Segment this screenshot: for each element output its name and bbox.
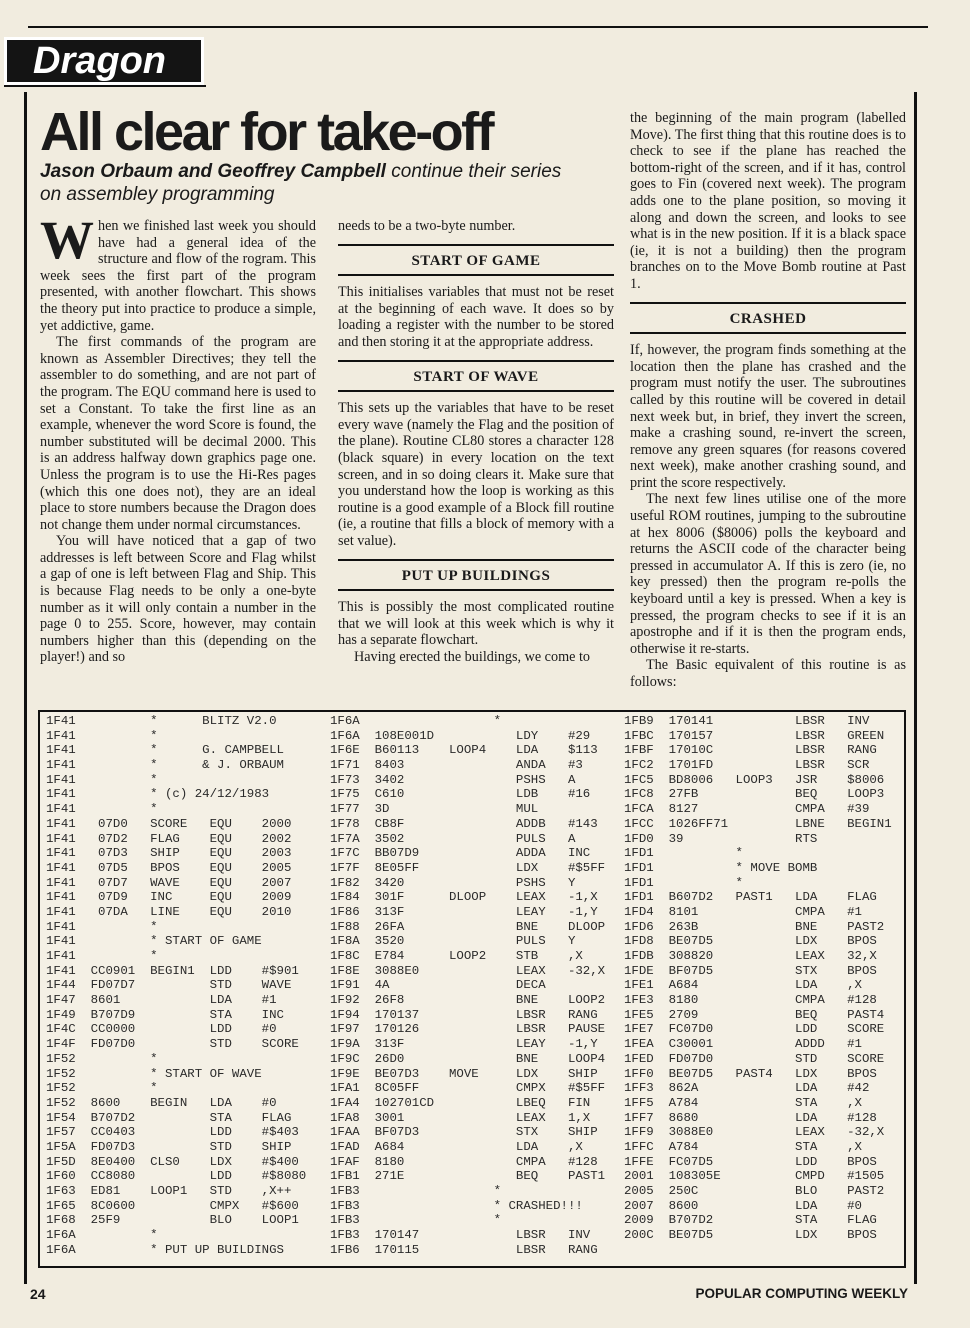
article-column-1 (40, 210, 316, 704)
subhead-start-of-game: START OF GAME (338, 244, 614, 277)
listing-line: 1F6A * PUT UP BUILDINGS (46, 1242, 284, 1257)
listing-line: 1F4F FD07D0 STD SCORE (46, 1037, 299, 1052)
page-number: 24 (30, 1286, 46, 1302)
listing-line: 1F88 26FA BNE DLOOP (330, 919, 606, 934)
standfirst-text: continue their series on assembley programming (40, 161, 562, 205)
listing-line: 1FD1 * (624, 846, 743, 861)
article-column-3 (630, 110, 906, 704)
listing-line: 1F65 8C0600 CMPX #$600 (46, 1198, 299, 1213)
assembly-listing (38, 710, 906, 1268)
listing-line: 1FA1 8C05FF CMPX #$5FF (330, 1081, 606, 1096)
col1-paragraph-3: You will have noticed that a gap of two addresses is left between Score and Flag whilst a gap of one is left between Flag and Ship. This is because Flag needs to be only a one-byte number as it will only contain a number in the page 0 to 255. Score, however, may contain numbers higher than this (depending on the player!) and so (40, 533, 316, 666)
listing-line: 1F6A * (46, 1228, 158, 1243)
listing-line: 1FB1 271E BEQ PAST1 (330, 1169, 606, 1184)
listing-line: 200C BE07D5 LDX BPOS (624, 1228, 877, 1243)
listing-line: 2001 108305E CMPD #1505 (624, 1169, 885, 1184)
listing-line: 1FCC 1026FF71 LBNE BEGIN1 (624, 816, 892, 831)
listing-line: 1F63 ED81 LOOP1 STD ,X++ (46, 1184, 292, 1198)
listing-line: 1FB3 170147 LBSR INV (330, 1228, 591, 1243)
listing-line: 1F73 3402 PSHS A (330, 772, 576, 787)
listing-line: 1F44 FD07D7 STD WAVE (46, 978, 292, 993)
standfirst (40, 160, 580, 206)
listing-line: 1F60 CC8080 LDD #$8080 (46, 1169, 307, 1184)
listing-line: 1FFE FC07D5 LDD BPOS (624, 1154, 877, 1169)
listing-line: 1FCA 8127 CMPA #39 (624, 802, 870, 817)
listing-line: 1FF5 A784 STA ,X (624, 1095, 862, 1110)
listing-line: 1F82 3420 PSHS Y (330, 875, 576, 890)
listing-line: 1F41 * (46, 772, 158, 787)
listing-line: 1F41 * START OF GAME (46, 934, 262, 949)
subhead-crashed: CRASHED (630, 302, 906, 335)
col3-paragraph-2: The next few lines utilise one of the more useful ROM routines, jumping to the subroutine at hex 8006 ($8006) polls the keyboard and returns the ASCII code of the character being pressed in accumulator A. If this is zero (ie, no key pressed) then the program re-polls the keyboard until a key is pressed. When a key is pressed, the program checks to see if it is an apostrophe and if it is then the program ends, otherwise it re-starts. (630, 491, 906, 657)
listing-line: 1FAF 8180 CMPA #128 (330, 1154, 598, 1169)
listing-line: 1F6A 108E001D LDY #29 (330, 728, 591, 743)
listing-line: 1FBF 17010C LBSR RANG (624, 743, 877, 758)
listing-line: 1FAD A684 LDA ,X (330, 1139, 583, 1154)
listing-line: 1F6E B60113 LOOP4 LDA $113 (330, 743, 598, 758)
listing-line: 1FD1 * (624, 875, 743, 890)
listing-line: 1F9A 313F LEAY -1,Y (330, 1037, 598, 1052)
listing-line: 1F8E 3088E0 LEAX -32,X (330, 963, 606, 978)
listing-line: 1FE3 8180 CMPA #128 (624, 993, 877, 1008)
listing-line: 2005 250C BLO PAST2 (624, 1184, 885, 1198)
listing-line: 1F41 * (46, 919, 158, 934)
standfirst-authors: Jason Orbaum and Geoffrey Campbell (40, 161, 386, 182)
listing-column-2 (330, 714, 620, 1257)
listing-line: 1F84 301F DLOOP LEAX -1,X (330, 890, 598, 905)
listing-line: 1F71 8403 ANDA #3 (330, 758, 583, 773)
listing-line: 1F9C 26D0 BNE LOOP4 (330, 1051, 606, 1066)
listing-line: 1FA4 102701CD LBEQ FIN (330, 1095, 591, 1110)
listing-line: 1F41 07D5 BPOS EQU 2005 (46, 860, 292, 875)
listing-line: 1F41 07D0 SCORE EQU 2000 (46, 816, 292, 831)
listing-line: 1F41 CC0901 BEGIN1 LDD #$901 (46, 963, 299, 978)
listing-line: 1F7A 3502 PULS A (330, 831, 576, 846)
col1-paragraph-2: The first commands of the program are known as Assembler Directives; they tell the assembler to do something, and are not part of the program. The EQU command here is used to set a Constant. To take the first line as an example, whenever the word Score is found, the number substituted will be decimal 2000. This is an address halfway down graphics page one. Unless the program is to use the Hi-Res pages (which this one does not), they are an ideal place to store numbers because the Dragon does not change them under normal circumstances. (40, 334, 316, 533)
listing-line: 1F41 07DA LINE EQU 2010 (46, 904, 292, 919)
listing-line: 1FB3 * CRASHED!!! (330, 1198, 583, 1213)
col3-paragraph-1: If, however, the program finds something at the location then the plane has crashed and the program must notify the user. The subroutines called by this routine will be covered in detail next week but, in brief, they invert the screen, make a crashing sound, re-invert the screen, remove any green squares (for reasons covered next week), make another crashing sound, and print the score respectively. (630, 342, 906, 491)
listing-line: 1FB9 170141 LBSR INV (624, 714, 870, 728)
listing-line: 1F5D 8E0400 CLS0 LDX #$400 (46, 1154, 299, 1169)
listing-column-1 (46, 714, 328, 1257)
listing-line: 1FB3 * (330, 1184, 502, 1198)
col2-paragraph-2: This sets up the variables that have to be reset every wave (namely the Flag and the position of the plane). Routine CL80 stores a character 128 (black square) in every location on the text screen, and in so doing clears it. Make sure that you understand how the loop is working as this routine is a good example of a Block fill routine (ie, a routine that fills a block of memory with a set value). (338, 400, 614, 549)
listing-line: 1F52 8600 BEGIN LDA #0 (46, 1095, 277, 1110)
headline: All clear for take-off (40, 102, 493, 162)
listing-line: 1FE1 A684 LDA ,X (624, 978, 862, 993)
listing-line: 1F9E BE07D3 MOVE LDX SHIP (330, 1066, 598, 1081)
listing-line: 1F68 25F9 BLO LOOP1 (46, 1213, 299, 1228)
listing-line: 1FBC 170157 LBSR GREEN (624, 728, 885, 743)
listing-line: 1FC5 BD8006 LOOP3 JSR $8006 (624, 772, 885, 787)
listing-line: 1F8A 3520 PULS Y (330, 934, 576, 949)
listing-line: 1F41 * (46, 949, 158, 963)
listing-line: 1FF7 8680 LDA #128 (624, 1110, 877, 1125)
listing-line: 1F5A FD07D3 STD SHIP (46, 1139, 292, 1154)
listing-line: 1F91 4A DECA (330, 978, 546, 993)
listing-line: 1F6A * (330, 714, 502, 728)
subhead-put-up-buildings: PUT UP BUILDINGS (338, 559, 614, 592)
listing-line: 1FDB 308820 LEAX 32,X (624, 949, 877, 963)
listing-line: 1F49 B707D9 STA INC (46, 1007, 284, 1022)
col3-paragraph-3: The Basic equivalent of this routine is as follows: (630, 657, 906, 690)
listing-line: 1F47 8601 LDA #1 (46, 993, 277, 1008)
listing-line: 1F41 * (46, 728, 158, 743)
listing-line: 1F92 26F8 BNE LOOP2 (330, 993, 606, 1008)
listing-line: 1FC8 27FB BEQ LOOP3 (624, 787, 885, 802)
listing-line: 1FC2 1701FD LBSR SCR (624, 758, 870, 773)
top-rule (28, 26, 928, 28)
listing-line: 1FE5 2709 BEQ PAST4 (624, 1007, 885, 1022)
listing-line: 1FD0 39 RTS (624, 831, 818, 846)
listing-line: 1F41 07D9 INC EQU 2009 (46, 890, 292, 905)
magazine-name: POPULAR COMPUTING WEEKLY (695, 1286, 908, 1301)
article-column-2 (338, 218, 614, 704)
drop-cap: W (40, 210, 94, 270)
col2-paragraph-0: needs to be a two-byte number. (338, 218, 516, 234)
listing-line: 1FE7 FC07D0 LDD SCORE (624, 1022, 885, 1037)
listing-line: 1FF0 BE07D5 PAST4 LDX BPOS (624, 1066, 877, 1081)
listing-line: 1F41 * (c) 24/12/1983 (46, 787, 270, 802)
listing-line: 1F41 07D3 SHIP EQU 2003 (46, 846, 292, 861)
listing-line: 1FB6 170115 LBSR RANG (330, 1242, 598, 1257)
listing-line: 1F41 * G. CAMPBELL (46, 743, 284, 758)
listing-line: 1FD1 B607D2 PAST1 LDA FLAG (624, 890, 877, 905)
listing-line: 1F41 07D7 WAVE EQU 2007 (46, 875, 292, 890)
listing-line: 2007 8600 LDA #0 (624, 1198, 862, 1213)
listing-line: 1F41 * BLITZ V2.0 (46, 714, 277, 728)
listing-line: 1F4C CC0000 LDD #0 (46, 1022, 277, 1037)
listing-line: 1F52 * START OF WAVE (46, 1066, 262, 1081)
listing-line: 1FA8 3001 LEAX 1,X (330, 1110, 591, 1125)
listing-line: 1FEA C30001 ADDD #1 (624, 1037, 862, 1052)
listing-line: 1F52 * (46, 1081, 158, 1096)
listing-line: 1FD8 BE07D5 LDX BPOS (624, 934, 877, 949)
listing-line: 1F8C E784 LOOP2 STB ,X (330, 949, 583, 963)
col2-paragraph-1: This initialises variables that must not be reset at the beginning of each wave. It does so by loading a register with the number to be stored and then storing it at the appropriate address. (338, 284, 614, 350)
listing-line: 1F7C BB07D9 ADDA INC (330, 846, 591, 861)
listing-line: 1F78 CB8F ADDB #143 (330, 816, 598, 831)
listing-line: 1FB3 * (330, 1213, 502, 1228)
listing-line: 1F41 * & J. ORBAUM (46, 758, 284, 773)
listing-line: 1F77 3D MUL (330, 802, 539, 817)
listing-line: 1FD6 263B BNE PAST2 (624, 919, 885, 934)
listing-line: 1F52 * (46, 1051, 158, 1066)
listing-line: 1F97 170126 LBSR PAUSE (330, 1022, 606, 1037)
section-tag: Dragon (4, 37, 204, 85)
col2-paragraph-3: This is possibly the most complicated routine that we will look at this week which is why it has a separate flowchart. (338, 599, 614, 649)
listing-line: 1FF9 3088E0 LEAX -32,X (624, 1125, 885, 1140)
listing-line: 1FAA BF07D3 STX SHIP (330, 1125, 598, 1140)
col3-paragraph-0: the beginning of the main program (labelled Move). The first thing that this routine does is to check to see if the plane has reached the bottom-right of the screen, and if it has, control goes to Fin (covered next week). The program adds one to the plane position, so moving it along and down the screen, and looks to see what is in the new position. If it is a black space (ie, it is not a building) then the program branches on to the Move Bomb routine at Past 1. (630, 110, 906, 292)
col2-paragraph-4: Having erected the buildings, we come to (354, 648, 590, 665)
listing-line: 1F41 * (46, 802, 158, 817)
listing-line: 1F41 07D2 FLAG EQU 2002 (46, 831, 292, 846)
listing-line: 1FF3 862A LDA #42 (624, 1081, 870, 1096)
col1-paragraph-1: When we finished last week you should have had a general idea of the structure and flow of the rogram. This week sees the first part of the program presented, with another flowchart. This shows the theory put into practice to produce a simple, yet addictive, game. (40, 210, 316, 334)
listing-line: 1F57 CC0403 LDD #$403 (46, 1125, 299, 1140)
listing-line: 1F7F 8E05FF LDX #$5FF (330, 860, 606, 875)
listing-line: 1FD4 8101 CMPA #1 (624, 904, 862, 919)
listing-line: 1F86 313F LEAY -1,Y (330, 904, 598, 919)
subhead-start-of-wave: START OF WAVE (338, 360, 614, 393)
listing-column-3 (624, 714, 906, 1243)
section-rule (4, 85, 206, 87)
listing-line: 1F75 C610 LDB #16 (330, 787, 591, 802)
listing-line: 1FDE BF07D5 STX BPOS (624, 963, 877, 978)
listing-line: 1F54 B707D2 STA FLAG (46, 1110, 292, 1125)
listing-line: 2009 B707D2 STA FLAG (624, 1213, 877, 1228)
listing-line: 1FED FD07D0 STD SCORE (624, 1051, 885, 1066)
frame-left-rule (24, 92, 27, 1284)
listing-line: 1FD1 * MOVE BOMB (624, 860, 818, 875)
frame-right-rule (914, 92, 917, 1284)
listing-line: 1FFC A784 STA ,X (624, 1139, 862, 1154)
listing-line: 1F94 170137 LBSR RANG (330, 1007, 598, 1022)
